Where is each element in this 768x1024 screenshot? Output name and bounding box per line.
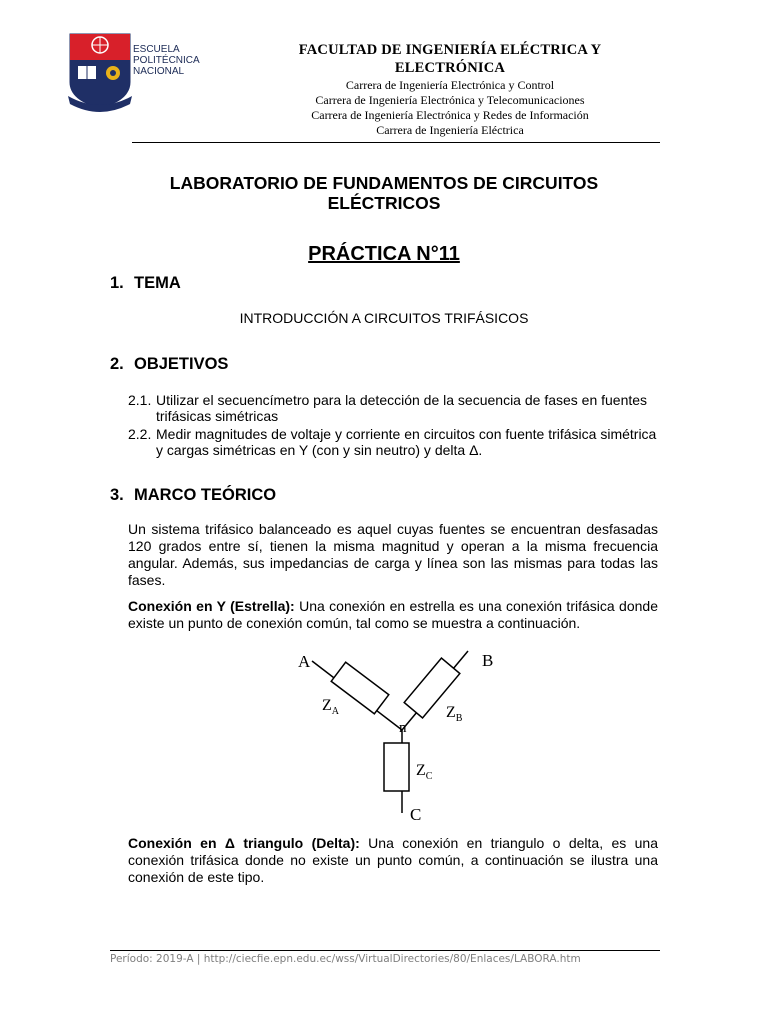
y-connection-diagram [290, 645, 510, 825]
impedance-zc [384, 743, 409, 791]
faculty-line-1: FACULTAD DE INGENIERÍA ELÉCTRICA Y [298, 42, 602, 58]
logo-line-3: NACIONAL [133, 66, 185, 77]
lab-title [120, 173, 648, 213]
delta-text: Una conexión en triangulo o delta, es una conexión trifásica donde no existe un punto común, a continuación se ilustra una conexión de este tipo. [128, 835, 658, 885]
objective-text: Utilizar el secuencímetro para la detección de la secuencia de fases en fuentes [156, 392, 648, 408]
section-number: 3. [110, 486, 124, 504]
footer-divider [110, 950, 660, 951]
lab-title-line-1: LABORATORIO DE FUNDAMENTOS DE CIRCUITOS [169, 173, 599, 193]
section-label: OBJETIVOS [134, 355, 229, 373]
label-za: $Z_A$ [322, 697, 340, 717]
section-number: 1. [110, 274, 124, 292]
career-2: Carrera de Ingeniería Electrónica y Telecomunicaciones [315, 93, 585, 107]
section-marco-heading [110, 486, 276, 505]
epn-logo [66, 30, 136, 112]
practica-label: PRÁCTICA N°11 [308, 243, 460, 265]
practica-title [120, 243, 648, 266]
career-4: Carrera de Ingeniería Eléctrica [376, 123, 524, 137]
faculty-line-2: ELECTRÓNICA [394, 60, 506, 76]
label-zc: $Z_C$ [416, 762, 433, 782]
objective-number: 2.1. [128, 392, 152, 408]
section-label: MARCO TEÓRICO [134, 486, 277, 504]
objective-number: 2.2. [128, 426, 152, 442]
objective-item [128, 426, 660, 458]
logo-line-2: POLITÉCNICA [133, 55, 200, 66]
objective-text-cont: y cargas simétricas en Y (con y sin neutro) y delta Δ. [156, 442, 483, 458]
objective-text: Medir magnitudes de voltaje y corriente en circuitos con fuente trifásica simétrica [156, 426, 657, 442]
section-number: 2. [110, 355, 124, 373]
estrella-heading: Conexión en Y (Estrella): [128, 598, 295, 614]
header-divider [132, 142, 660, 143]
estrella-paragraph [128, 598, 658, 632]
delta-heading: Conexión en Δ triangulo (Delta): [128, 835, 360, 851]
objective-text-cont: trifásicas simétricas [156, 408, 279, 424]
label-c: C [410, 805, 422, 824]
faculty-title [268, 41, 632, 77]
objective-item [128, 392, 660, 424]
career-1: Carrera de Ingeniería Electrónica y Control [345, 78, 555, 92]
section-tema-heading [110, 274, 181, 293]
lab-title-line-2: ELÉCTRICOS [327, 193, 441, 213]
impedance-za [331, 662, 389, 714]
label-n: n [399, 720, 407, 736]
section-objetivos-heading [110, 355, 228, 374]
label-a: A [298, 652, 311, 671]
logo-text [133, 44, 200, 77]
label-zb: $Z_B$ [446, 704, 463, 724]
logo-line-1: ESCUELA [133, 44, 180, 55]
label-b: B [482, 651, 494, 670]
tema-text: INTRODUCCIÓN A CIRCUITOS TRIFÁSICOS [239, 310, 529, 326]
career-3: Carrera de Ingeniería Electrónica y Redes de Información [311, 108, 589, 122]
marco-paragraph-1: Un sistema trifásico balanceado es aquel cuyas fuentes se encuentran desfasadas 120 grados entre sí, tienen la misma magnitud y operan a la misma frecuencia angular. Además, sus impedancias de carga y línea son las mismas para todas las fases. [128, 521, 658, 588]
delta-paragraph [128, 835, 658, 886]
estrella-text: Una conexión en estrella es una conexión trifásica donde existe un punto de conexión común, tal como se muestra a continuación. [128, 598, 658, 631]
footer-text: Período: 2019-A | http://ciecfie.epn.edu.ec/wss/VirtualDirectories/80/Enlaces/LABORA.htm [110, 953, 581, 965]
section-label: TEMA [134, 274, 181, 292]
